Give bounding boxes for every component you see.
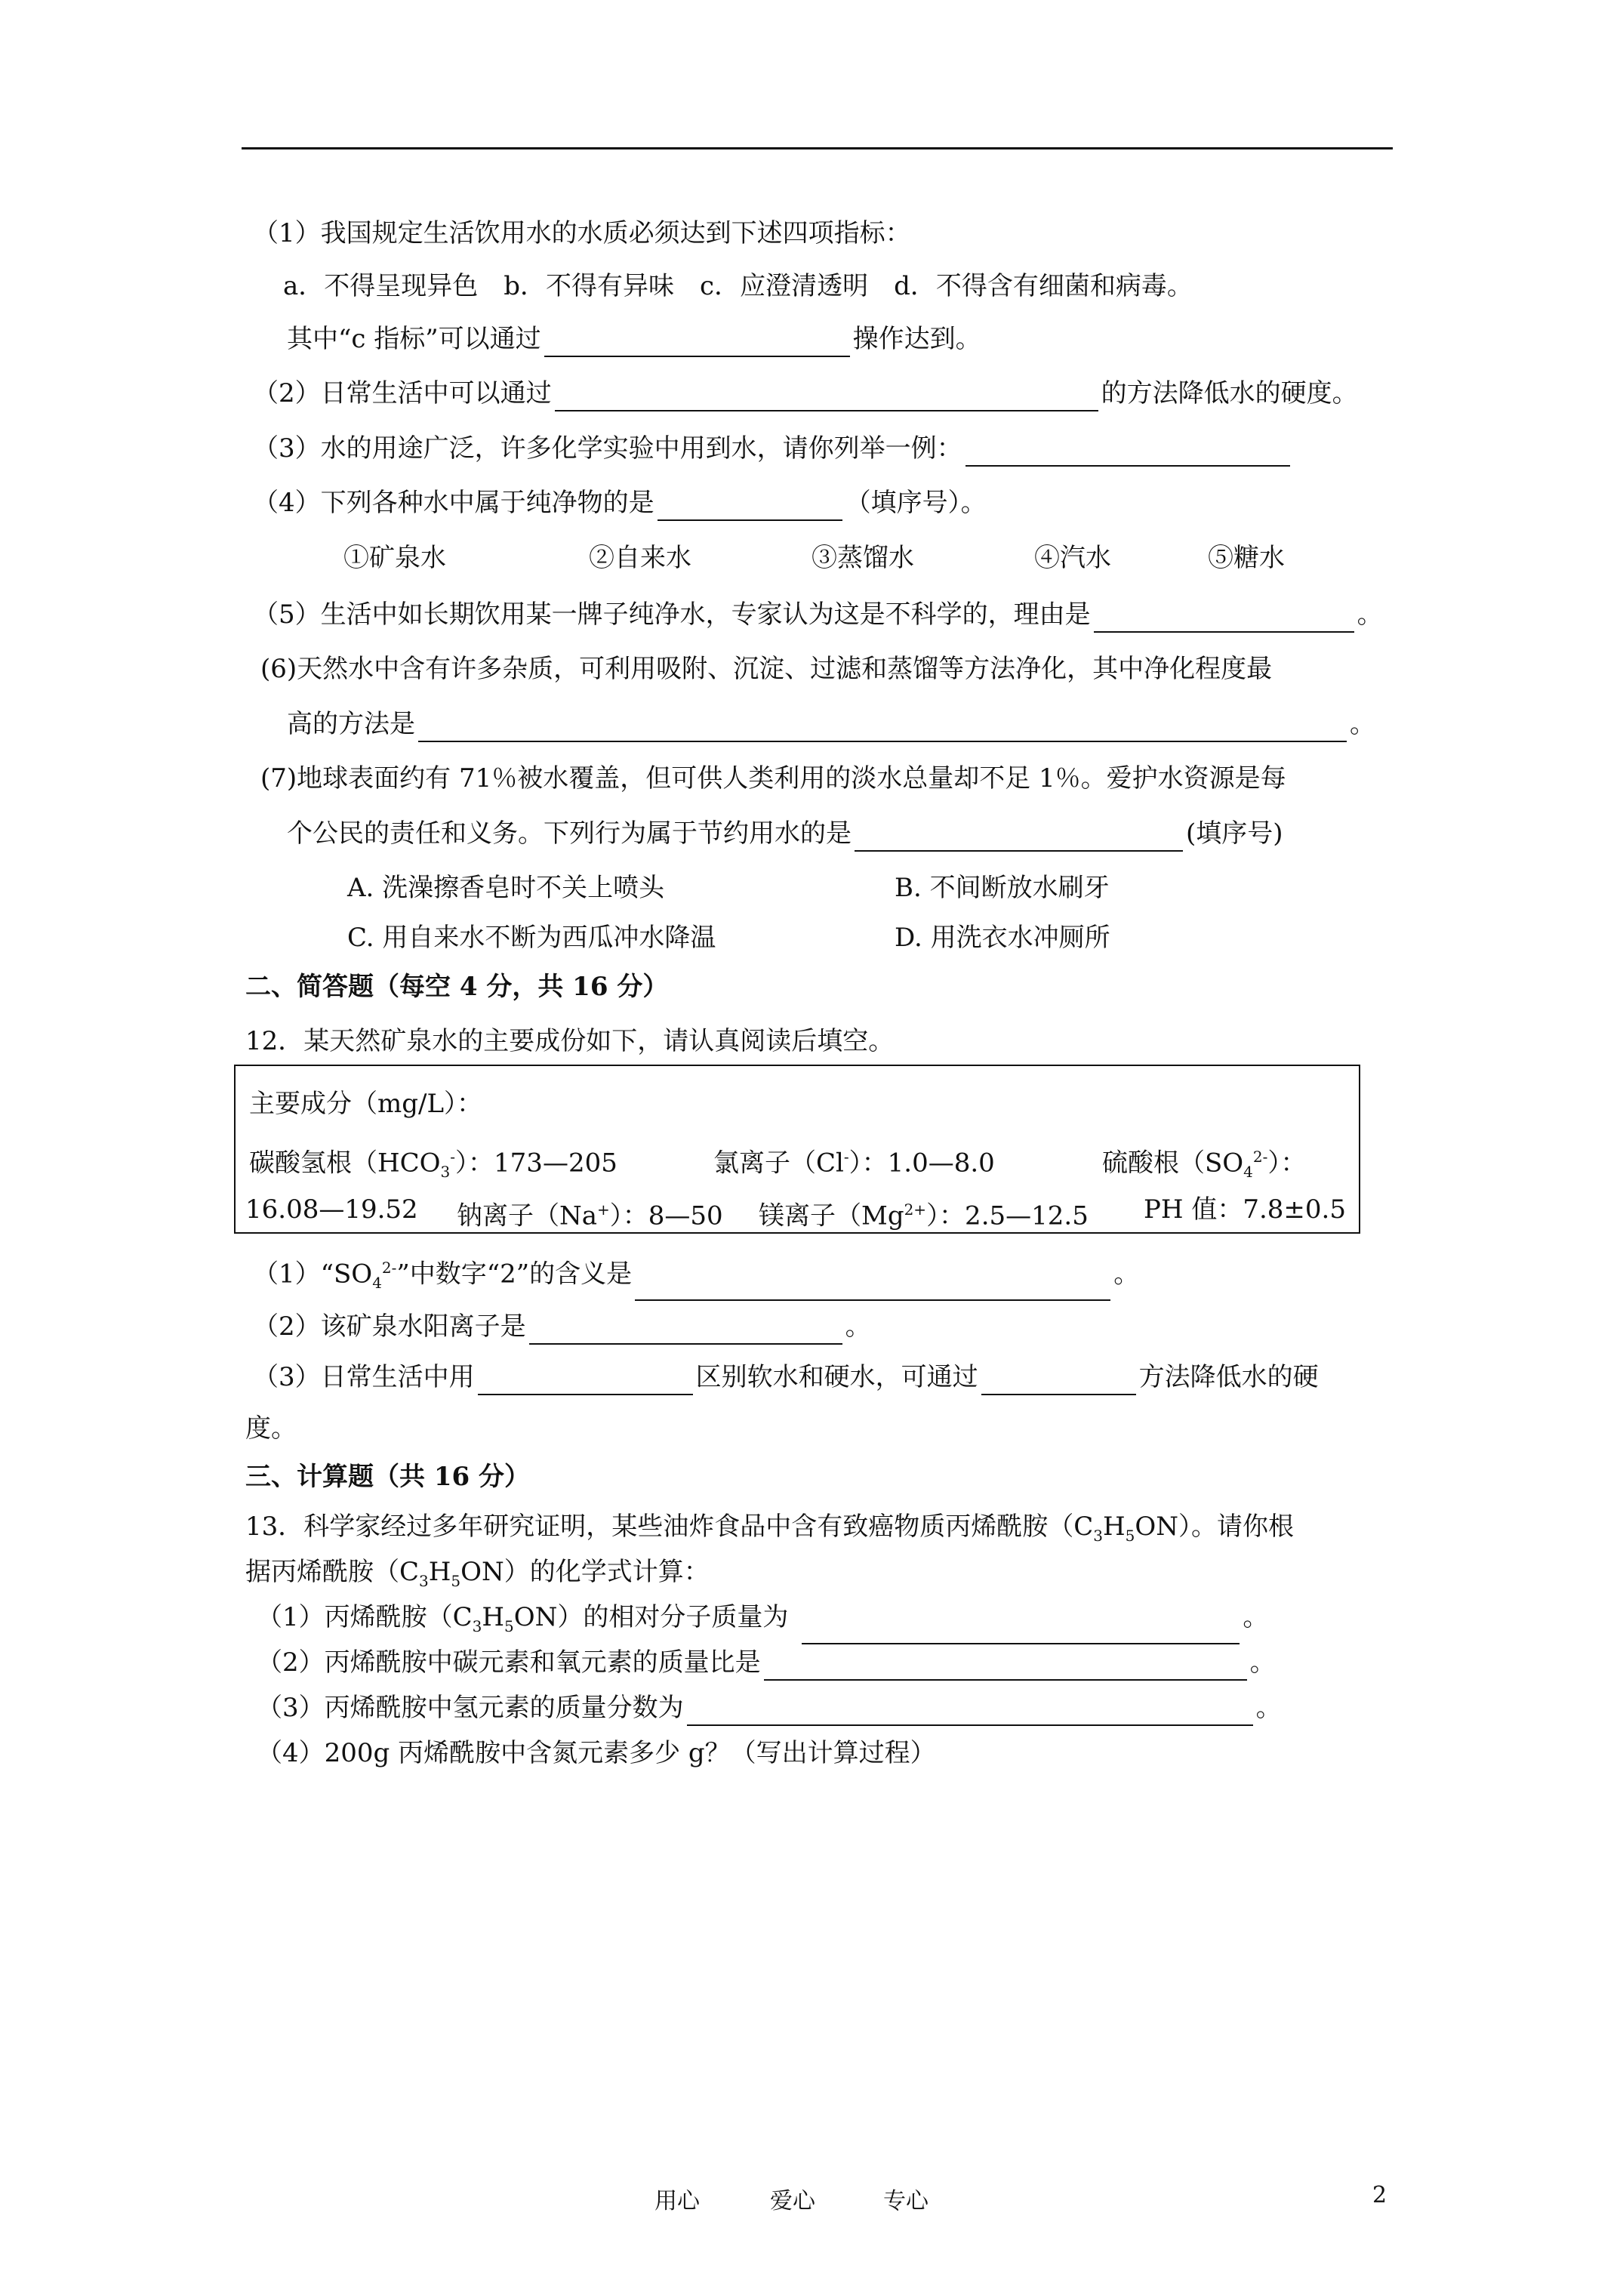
footer-left: 用心 [654,2188,700,2214]
q7-line1: (7)地球表面约有 71％被水覆盖，但可供人类利用的淡水总量却不足 1％。爱护水资源是每 [260,763,1286,794]
q4-choice: ②自来水 [589,543,691,573]
q1-line3: 其中“c 指标”可以通过 操作达到。 [287,321,981,357]
q13-sub1-blank[interactable] [802,1617,1240,1644]
q13-sub3-blank[interactable] [687,1699,1253,1726]
q12-sub1: $(1)“SO_4^{2-}$”中数字“2”的含义是 。 [253,1250,1139,1301]
footer-right: 专心 [883,2188,929,2214]
q6-line2: 高的方法是 。 [287,706,1375,742]
header-rule [242,147,1393,149]
q12-sub2: （2）该矿泉水阳离子是 。 [253,1308,871,1345]
q5-answer-blank[interactable] [1094,606,1354,633]
info-mg: 镁离子$(Mg^{2+})$：2.5—12.5 [759,1200,1089,1231]
page-number: 2 [1372,2182,1387,2208]
info-na: 钠离子（Na+）：8—50 [457,1200,723,1231]
q12-sub3-blank1[interactable] [478,1368,693,1395]
q3-answer-blank[interactable] [965,439,1290,467]
q3-line: （3）水的用途广泛，许多化学实验中用到水，请你列举一例： [253,430,1293,467]
info-ph: PH 值：7.8±0.5 [1144,1194,1346,1225]
q1-stem: （1）我国规定生活饮用水的水质必须达到下述四项指标： [253,218,911,248]
q4-choice: ③蒸馏水 [812,543,914,573]
q5-line: （5）生活中如长期饮用某一牌子纯净水，专家认为这是不科学的，理由是 。 [253,596,1383,633]
q4-choice: ①矿泉水 [343,543,446,573]
q7-option-c: C. 用自来水不断为西瓜冲水降温 [347,923,716,953]
q7-answer-blank[interactable] [855,824,1183,852]
q13-sub3: （3）丙烯酰胺中氢元素的质量分数为 。 [257,1690,1282,1726]
q4-answer-blank[interactable] [658,494,842,521]
q6-answer-blank[interactable] [418,715,1347,742]
q13-sub1: （1）丙烯酰胺$(C_3H_5ON)$的相对分子质量为 。 [257,1599,1268,1644]
q12-stem: 12．某天然矿泉水的主要成份如下，请认真阅读后填空。 [245,1026,895,1056]
q4-choice: ④汽水 [1034,543,1111,573]
q12-sub3: （3）日常生活中用 区别软水和硬水，可通过 方法降低水的硬 [253,1359,1319,1395]
q4-choice: ⑤糖水 [1208,543,1285,573]
q12-sub1-blank[interactable] [635,1274,1110,1301]
q7-line2: 个公民的责任和义务。下列行为属于节约用水的是 (填序号) [287,815,1283,852]
q13-sub2-blank[interactable] [764,1653,1247,1681]
q7-option-d: D. 用洗衣水冲厕所 [895,923,1110,953]
info-heading: 主要成分（mg/L）： [249,1089,483,1119]
q13-line2: 据丙烯酰胺$(C_3H_5ON)$的化学式计算： [245,1557,710,1590]
section2-title: 二、简答题（每空 4 分，共 16 分） [245,972,669,1002]
info-so4-range: 16.08—19.52 [245,1194,418,1225]
q2-line: （2）日常生活中可以通过 的方法降低水的硬度。 [253,375,1358,411]
q7-option-b: B. 不间断放水刷牙 [895,873,1110,903]
section3-title: 三、计算题（共 16 分） [245,1462,530,1492]
q6-line1: (6)天然水中含有许多杂质，可利用吸附、沉淀、过滤和蒸馏等方法净化，其中净化程度最 [260,654,1273,684]
q1-answer-blank[interactable] [544,330,850,357]
q1-options: a．不得呈现异色 b．不得有异味 c．应澄清透明 d．不得含有细菌和病毒。 [283,271,1193,301]
info-so4: 硫酸根$(SO_4^{2-})$： [1102,1148,1307,1182]
q12-sub2-blank[interactable] [529,1318,842,1345]
q13-line1: 13．科学家经过多年研究证明，某些油炸食品中含有致癌物质丙烯酰胺$(C_3H_5ON)$。请你根 [245,1512,1295,1545]
footer-middle: 爱心 [770,2188,815,2214]
info-hco3: 碳酸氢根$(HCO_3^-)$：173—205 [249,1148,617,1182]
q7-option-a: A. 洗澡擦香皂时不关上喷头 [347,873,665,903]
q12-sub3-line2: 度。 [245,1413,297,1444]
q13-sub4: （4）200g 丙烯酰胺中含氮元素多少 g？（写出计算过程） [257,1738,936,1768]
q12-sub3-blank2[interactable] [981,1368,1136,1395]
q2-answer-blank[interactable] [555,384,1098,411]
q13-sub2: （2）丙烯酰胺中碳元素和氧元素的质量比是 。 [257,1644,1276,1681]
q4-line: （4）下列各种水中属于纯净物的是 （填序号）。 [253,485,987,521]
info-cl: 氯离子（Cl-）：1.0—8.0 [713,1148,995,1179]
